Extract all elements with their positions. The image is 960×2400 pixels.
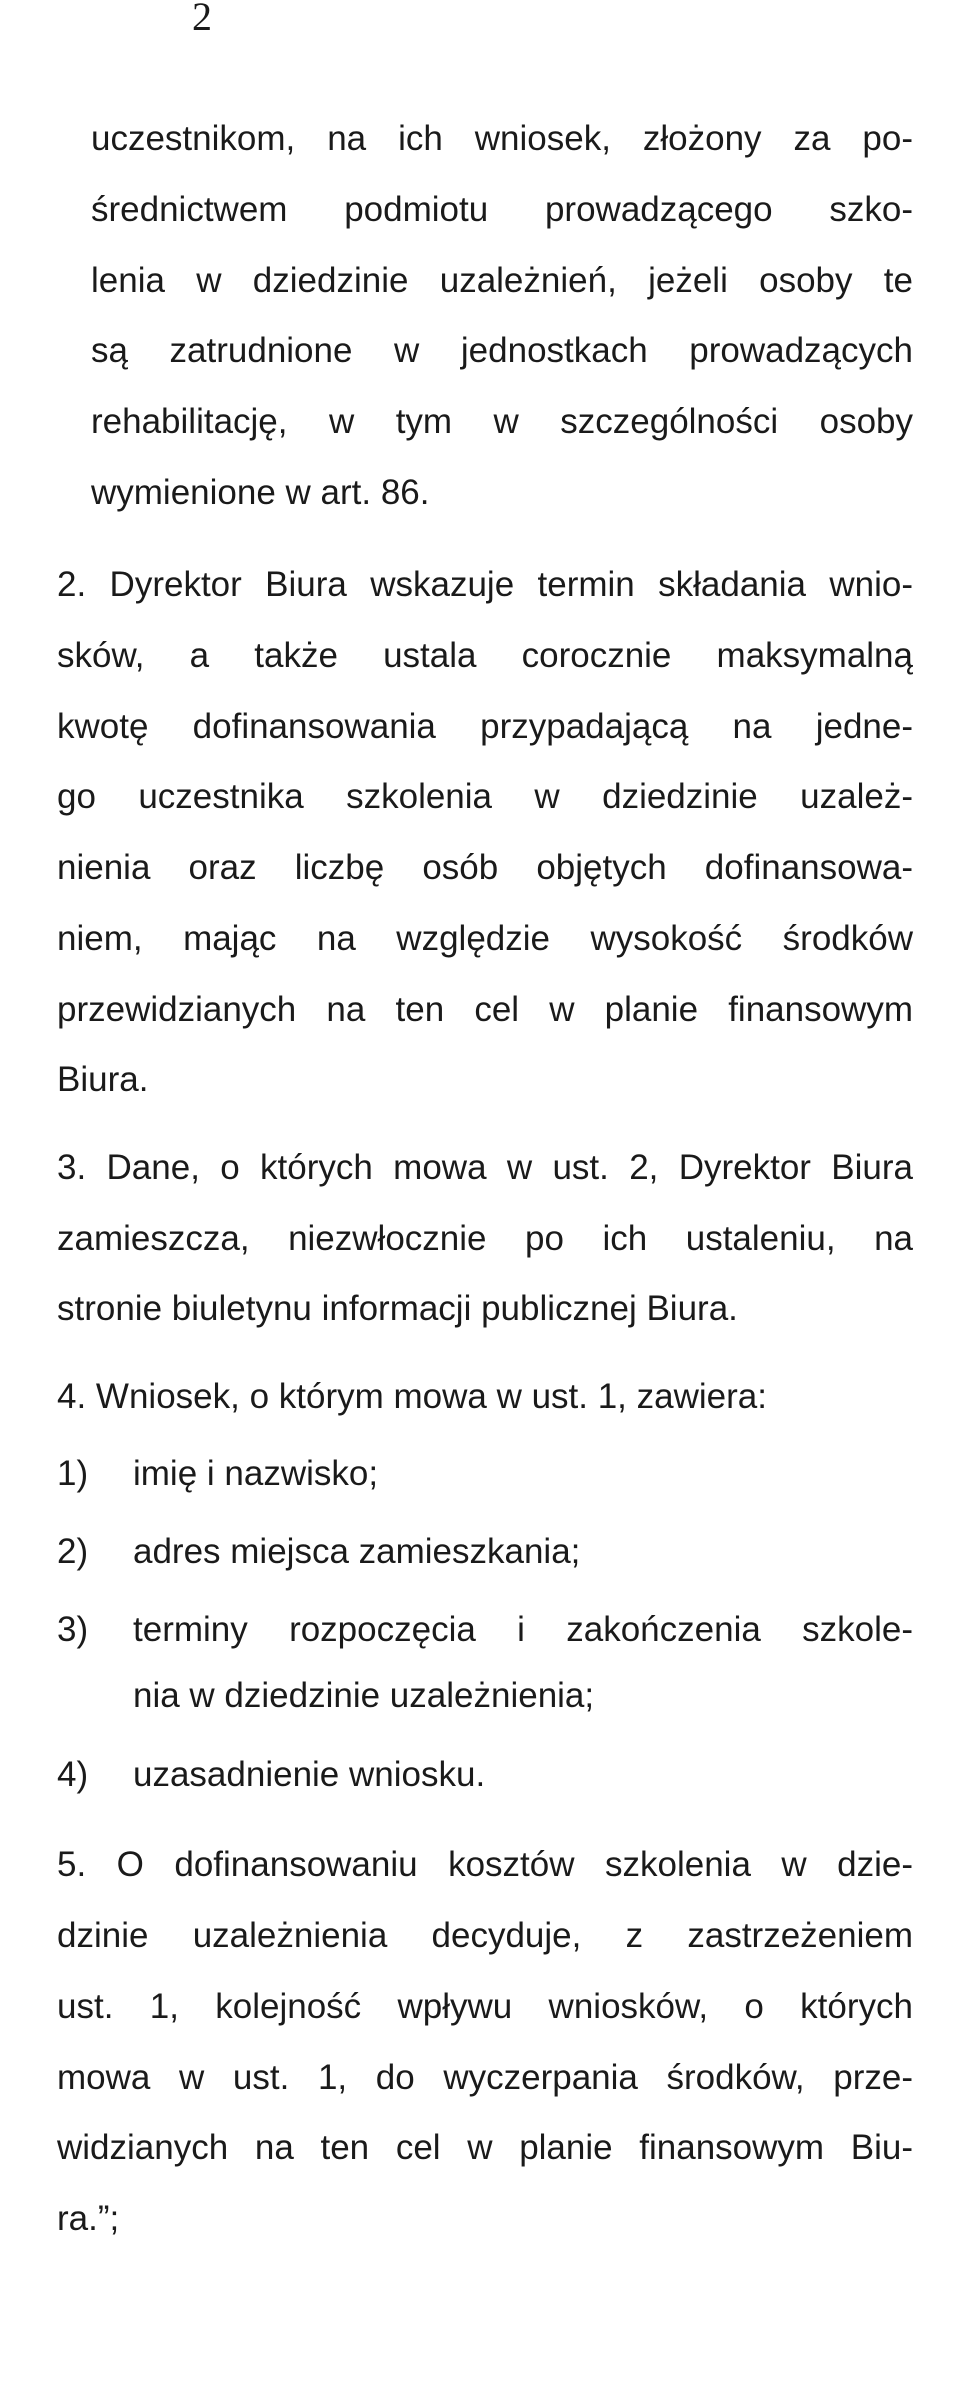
para-continued-line: uczestnikom, na ich wniosek, złożony za po- <box>91 119 913 158</box>
para-4-intro: 4. Wniosek, o którym mowa w ust. 1, zawiera: <box>57 1377 767 1416</box>
para-5-line: dzinie uzależnienia decyduje, z zastrzeżeniem <box>57 1916 913 1955</box>
para-5-line: ust. 1, kolejność wpływu wniosków, o których <box>57 1987 913 2026</box>
list-item-text: adres miejsca zamieszkania; <box>133 1532 581 1571</box>
para-2-line: nienia oraz liczbę osób objętych dofinansowa- <box>57 848 913 887</box>
list-item-text: uzasadnienie wniosku. <box>133 1755 486 1794</box>
list-item-text: imię i nazwisko; <box>133 1454 379 1493</box>
para-continued-line: wymienione w art. 86. <box>91 473 430 512</box>
para-continued-line: są zatrudnione w jednostkach prowadzących <box>91 331 913 370</box>
list-item-marker: 1) <box>57 1454 89 1493</box>
list-item-marker: 3) <box>57 1610 89 1649</box>
para-5-line: widzianych na ten cel w planie finansowym Biu- <box>57 2128 913 2167</box>
para-5-line: ra.”; <box>57 2199 120 2238</box>
para-2-line: przewidzianych na ten cel w planie finansowym <box>57 990 913 1029</box>
list-item-marker: 4) <box>57 1755 89 1794</box>
list-item-text: nia w dziedzinie uzależnienia; <box>133 1676 595 1715</box>
para-5-line: mowa w ust. 1, do wyczerpania środków, prze- <box>57 2058 913 2097</box>
para-2-line: go uczestnika szkolenia w dziedzinie uzależ- <box>57 777 913 816</box>
para-2-line: sków, a także ustala corocznie maksymalną <box>57 636 913 675</box>
para-2-line: niem, mając na względzie wysokość środków <box>57 919 913 958</box>
page-number: 2 <box>192 0 212 39</box>
para-continued-line: lenia w dziedzinie uzależnień, jeżeli osoby te <box>91 261 913 300</box>
list-item-text: terminy rozpoczęcia i zakończenia szkole- <box>133 1610 913 1649</box>
para-2-line: 2. Dyrektor Biura wskazuje termin składania wnio- <box>57 565 913 604</box>
para-5-line: 5. O dofinansowaniu kosztów szkolenia w dzie- <box>57 1845 913 1884</box>
para-3-line: zamieszcza, niezwłocznie po ich ustaleniu, na <box>57 1219 913 1258</box>
para-2-line: Biura. <box>57 1060 149 1099</box>
para-3-line: stronie biuletynu informacji publicznej Biura. <box>57 1289 738 1328</box>
para-continued-line: średnictwem podmiotu prowadzącego szko- <box>91 190 913 229</box>
para-2-line: kwotę dofinansowania przypadającą na jedne- <box>57 707 913 746</box>
para-3-line: 3. Dane, o których mowa w ust. 2, Dyrektor Biura <box>57 1148 913 1187</box>
list-item-marker: 2) <box>57 1532 89 1571</box>
para-continued-line: rehabilitację, w tym w szczególności osoby <box>91 402 913 441</box>
